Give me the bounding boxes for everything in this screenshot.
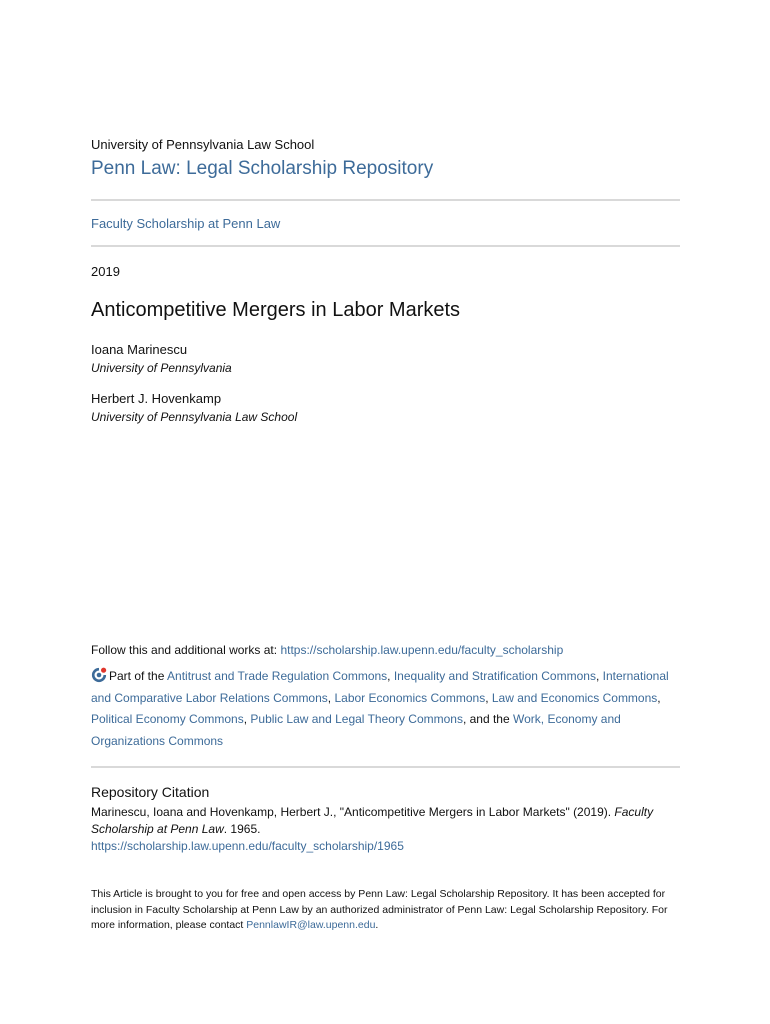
author-affiliation: University of Pennsylvania — [91, 361, 232, 375]
part-of-label: Part of the — [109, 669, 168, 683]
commons-link[interactable]: Labor Economics Commons — [334, 690, 486, 705]
commons-link[interactable]: International and Comparative Labor Relations Commons — [91, 669, 669, 705]
commons-link[interactable]: Inequality and Stratification Commons — [393, 669, 596, 683]
network-logo-icon — [91, 667, 107, 683]
citation-heading: Repository Citation — [91, 784, 210, 800]
divider — [91, 766, 680, 768]
citation-url-link[interactable]: https://scholarship.law.upenn.edu/faculty_scholarship/1965 — [91, 839, 404, 853]
separator: , — [387, 669, 394, 683]
author-block — [91, 342, 232, 376]
citation-number: . 1965. — [223, 822, 261, 836]
part-of-commons — [91, 666, 680, 752]
repository-title-link[interactable]: Penn Law: Legal Scholarship Repository — [91, 158, 434, 179]
commons-link[interactable]: Political Economy Commons — [91, 712, 244, 726]
follow-label: Follow this and additional works at: — [91, 643, 281, 657]
commons-link[interactable]: Public Law and Legal Theory Commons — [250, 712, 463, 726]
follow-url-link[interactable]: https://scholarship.law.upenn.edu/faculty_scholarship — [280, 643, 564, 657]
contact-email-link[interactable]: PennlawIR@law.upenn.edu — [246, 919, 376, 931]
separator: , — [657, 690, 661, 705]
follow-line — [91, 643, 563, 657]
author-block — [91, 391, 297, 425]
citation-authors-title: Marinescu, Ioana and Hovenkamp, Herbert J., "Anticompetitive Mergers in Labor Markets" (2019). — [91, 805, 615, 819]
separator: , — [595, 669, 603, 683]
commons-link[interactable]: Work, Economy and Organizations Commons — [91, 712, 621, 748]
author-affiliation: University of Pennsylvania Law School — [91, 410, 298, 424]
separator: , — [485, 690, 492, 705]
commons-link[interactable]: Law and Economics Commons — [491, 690, 658, 705]
footer-notice — [91, 887, 680, 934]
author-name: Herbert J. Hovenkamp — [91, 391, 222, 406]
commons-link[interactable]: Antitrust and Trade Regulation Commons — [167, 669, 388, 683]
cover-page — [91, 0, 680, 1024]
series-link[interactable]: Faculty Scholarship at Penn Law — [91, 216, 281, 231]
article-title: Anticompetitive Mergers in Labor Markets — [91, 299, 461, 321]
separator: , — [243, 712, 251, 726]
citation-text — [91, 804, 680, 855]
publication-year: 2019 — [91, 264, 120, 279]
divider — [91, 199, 680, 201]
footer-period: . — [375, 919, 379, 931]
separator: , — [327, 690, 335, 705]
divider — [91, 245, 680, 247]
citation-series: Faculty Scholarship at Penn Law — [91, 805, 654, 836]
author-name: Ioana Marinescu — [91, 342, 188, 357]
and-the-text: , and the — [462, 712, 513, 726]
footer-text: This Article is brought to you for free and open access by Penn Law: Legal Scholarship Repository. It has been accepted for inclusion in Faculty Scholarship at Penn Law by an authorized administrator of Penn Law: Legal Scholarship Repository. For more information, please contact — [91, 888, 668, 931]
institution-name: University of Pennsylvania Law School — [91, 137, 315, 152]
